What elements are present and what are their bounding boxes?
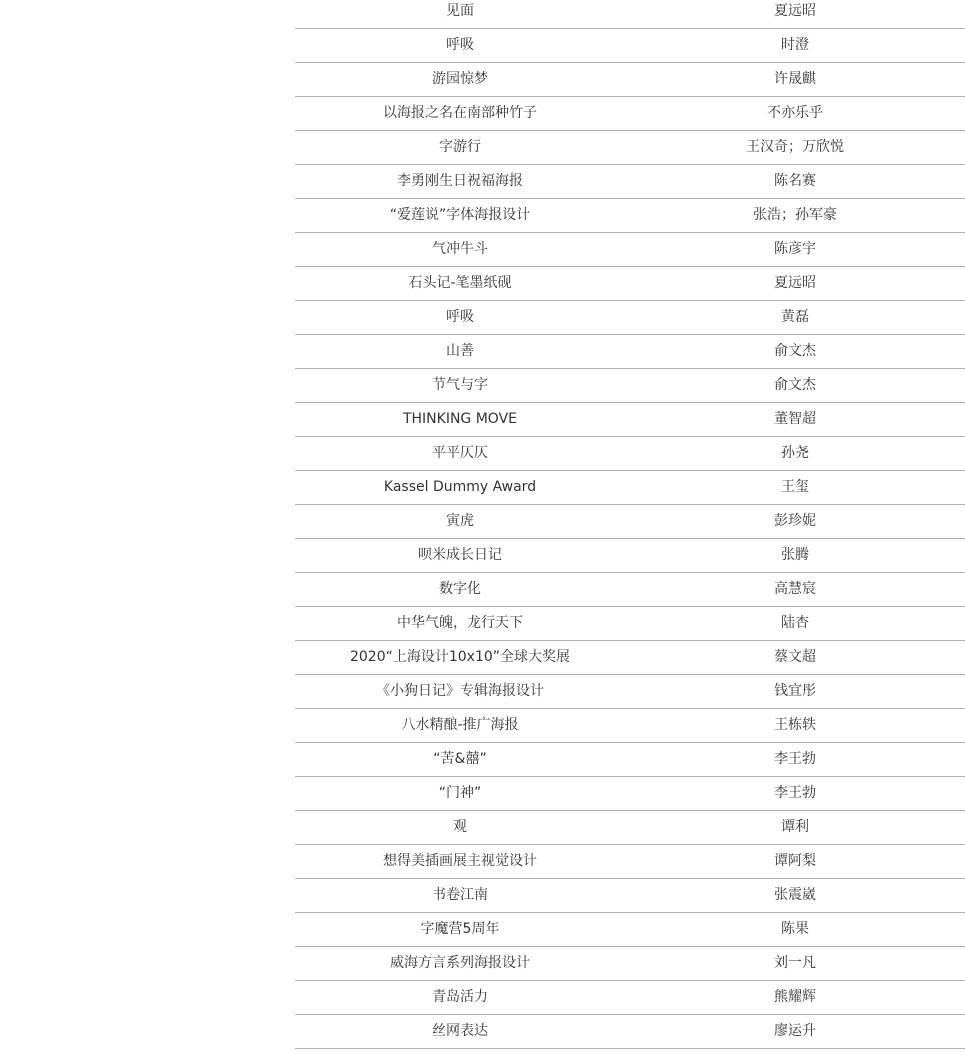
table-row [295, 743, 965, 777]
author-cell: 孙尧 [625, 437, 965, 471]
author-cell: 蔡文超 [625, 641, 965, 675]
author-cell: 陈彦宇 [625, 233, 965, 267]
author-cell: 俞文杰 [625, 369, 965, 403]
work-title-cell: 书卷江南 [295, 879, 625, 913]
author-cell: 陆杏 [625, 607, 965, 641]
author-cell: 黄磊 [625, 301, 965, 335]
work-title-cell: 丝网表达 [295, 1015, 625, 1049]
work-title-cell: 字游行 [295, 131, 625, 165]
table-row [295, 97, 965, 131]
work-title-cell: 见面 [295, 0, 625, 29]
author-cell: 李王勃 [625, 777, 965, 811]
author-cell: 董智超 [625, 403, 965, 437]
table-row [295, 879, 965, 913]
author-cell: 王玺 [625, 471, 965, 505]
work-title-cell: 2020“上海设计10x10”全球大奖展 [295, 641, 625, 675]
author-cell: 高慧宸 [625, 573, 965, 607]
table-row [295, 777, 965, 811]
table-row [295, 1015, 965, 1049]
table-row [295, 641, 965, 675]
author-cell: 夏远昭 [625, 0, 965, 29]
award-list-table [295, 0, 965, 1049]
table-row [295, 335, 965, 369]
work-title-cell: 八水精酿-推广海报 [295, 709, 625, 743]
table-row [295, 607, 965, 641]
work-title-cell: 呼吸 [295, 29, 625, 63]
author-cell: 谭利 [625, 811, 965, 845]
author-cell: 张浩；孙军豪 [625, 199, 965, 233]
table-row [295, 913, 965, 947]
author-cell: 张腾 [625, 539, 965, 573]
table-row [295, 369, 965, 403]
table-row [295, 709, 965, 743]
table-row [295, 471, 965, 505]
table-row [295, 301, 965, 335]
table-row [295, 437, 965, 471]
author-cell: 熊耀辉 [625, 981, 965, 1015]
award-list-body [295, 0, 965, 1049]
work-title-cell: 青岛活力 [295, 981, 625, 1015]
work-title-cell: 数字化 [295, 573, 625, 607]
table-row [295, 947, 965, 981]
work-title-cell: 寅虎 [295, 505, 625, 539]
author-cell: 不亦乐乎 [625, 97, 965, 131]
author-cell: 廖运升 [625, 1015, 965, 1049]
work-title-cell: “门神” [295, 777, 625, 811]
author-cell: 张震崴 [625, 879, 965, 913]
author-cell: 王栋轶 [625, 709, 965, 743]
author-cell: 李王勃 [625, 743, 965, 777]
author-cell: 夏远昭 [625, 267, 965, 301]
work-title-cell: 山善 [295, 335, 625, 369]
author-cell: 钱宜彤 [625, 675, 965, 709]
table-row [295, 0, 965, 29]
work-title-cell: 游园惊梦 [295, 63, 625, 97]
author-cell: 陈果 [625, 913, 965, 947]
table-row [295, 573, 965, 607]
work-title-cell: 节气与字 [295, 369, 625, 403]
work-title-cell: 以海报之名在南部种竹子 [295, 97, 625, 131]
author-cell: 彭珍妮 [625, 505, 965, 539]
work-title-cell: 平平仄仄 [295, 437, 625, 471]
author-cell: 刘一凡 [625, 947, 965, 981]
work-title-cell: 呼吸 [295, 301, 625, 335]
table-row [295, 131, 965, 165]
table-row [295, 675, 965, 709]
work-title-cell: 字魔营5周年 [295, 913, 625, 947]
work-title-cell: 威海方言系列海报设计 [295, 947, 625, 981]
table-row [295, 199, 965, 233]
work-title-cell: 观 [295, 811, 625, 845]
table-row [295, 811, 965, 845]
work-title-cell: 气冲牛斗 [295, 233, 625, 267]
author-cell: 谭阿梨 [625, 845, 965, 879]
work-title-cell: THINKING MOVE [295, 403, 625, 437]
author-cell: 王汉奇；万欣悦 [625, 131, 965, 165]
table-row [295, 233, 965, 267]
work-title-cell: “苦&囍” [295, 743, 625, 777]
work-title-cell: 《小狗日记》专辑海报设计 [295, 675, 625, 709]
work-title-cell: Kassel Dummy Award [295, 471, 625, 505]
table-row [295, 63, 965, 97]
author-cell: 陈名赛 [625, 165, 965, 199]
table-row [295, 403, 965, 437]
work-title-cell: 中华气魄，龙行天下 [295, 607, 625, 641]
author-cell: 俞文杰 [625, 335, 965, 369]
table-row [295, 981, 965, 1015]
work-title-cell: 呗米成长日记 [295, 539, 625, 573]
table-row [295, 505, 965, 539]
table-row [295, 845, 965, 879]
table-row [295, 165, 965, 199]
table-row [295, 539, 965, 573]
table-row [295, 29, 965, 63]
table-row [295, 267, 965, 301]
author-cell: 时澄 [625, 29, 965, 63]
author-cell: 许晟麒 [625, 63, 965, 97]
work-title-cell: “爱莲说”字体海报设计 [295, 199, 625, 233]
work-title-cell: 李勇刚生日祝福海报 [295, 165, 625, 199]
work-title-cell: 石头记-笔墨纸砚 [295, 267, 625, 301]
work-title-cell: 想得美插画展主视觉设计 [295, 845, 625, 879]
